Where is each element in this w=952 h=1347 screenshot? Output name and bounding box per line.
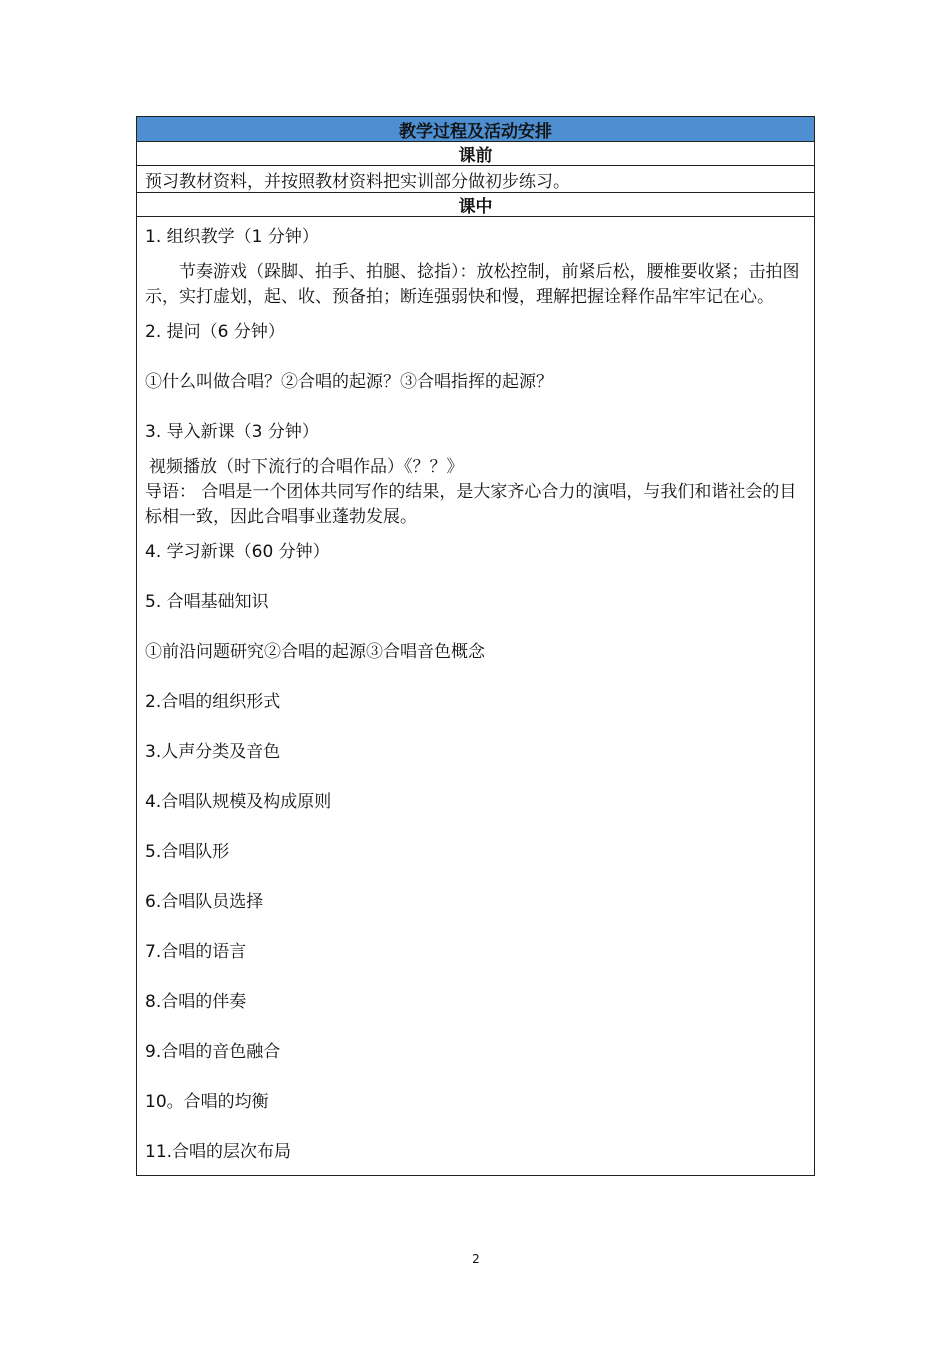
item-balance: 10。合唱的均衡 xyxy=(145,1092,269,1112)
item-video: 视频播放（时下流行的合唱作品）《？？》 xyxy=(149,457,464,477)
item-voice-classification: 3.人声分类及音色 xyxy=(145,742,281,762)
item-chorus-language: 7.合唱的语言 xyxy=(145,942,247,962)
table-header: 教学过程及活动安排 xyxy=(137,117,814,142)
item-learn-new-lesson: 4. 学习新课（60 分钟） xyxy=(145,542,330,562)
item-organization-forms: 2.合唱的组织形式 xyxy=(145,692,281,712)
section-title-before-class: 课前 xyxy=(137,142,814,166)
item-question-list: ①什么叫做合唱？②合唱的起源？③合唱指挥的起源？ xyxy=(145,372,553,392)
item-questions: 2. 提问（6 分钟） xyxy=(145,322,285,342)
before-class-content: 预习教材资料，并按照教材资料把实训部分做初步练习。 xyxy=(137,166,814,193)
item-introduce-lesson: 3. 导入新课（3 分钟） xyxy=(145,422,319,442)
during-class-content xyxy=(137,217,814,1175)
item-choir-scale: 4.合唱队规模及构成原则 xyxy=(145,792,332,812)
item-rhythm-game: 节奏游戏（跺脚、拍手、拍腿、捻指）：放松控制，前紧后松，腰椎要收紧；击拍图示，实打虚划，起、收、预备拍；断连强弱快和慢，理解把握诠释作品牢牢记在心。 xyxy=(145,262,800,307)
page-number: 2 xyxy=(472,1252,480,1266)
item-intro-speech: 导语： 合唱是一个团体共同写作的结果，是大家齐心合力的演唱，与我们和谐社会的目标相一致，因此合唱事业蓬勃发展。 xyxy=(145,482,797,527)
item-chorus-basics: 5. 合唱基础知识 xyxy=(145,592,269,612)
section-title-during-class: 课中 xyxy=(137,193,814,217)
item-timbre-blending: 9.合唱的音色融合 xyxy=(145,1042,281,1062)
item-accompaniment: 8.合唱的伴奏 xyxy=(145,992,247,1012)
item-layer-layout: 11.合唱的层次布局 xyxy=(145,1142,292,1162)
item-member-selection: 6.合唱队员选择 xyxy=(145,892,264,912)
lesson-plan-table xyxy=(136,116,815,1176)
item-choir-formation: 5.合唱队形 xyxy=(145,842,230,862)
item-organize-teaching: 1. 组织教学（1 分钟） xyxy=(145,227,319,247)
item-research-topics: ①前沿问题研究②合唱的起源③合唱音色概念 xyxy=(145,642,485,662)
